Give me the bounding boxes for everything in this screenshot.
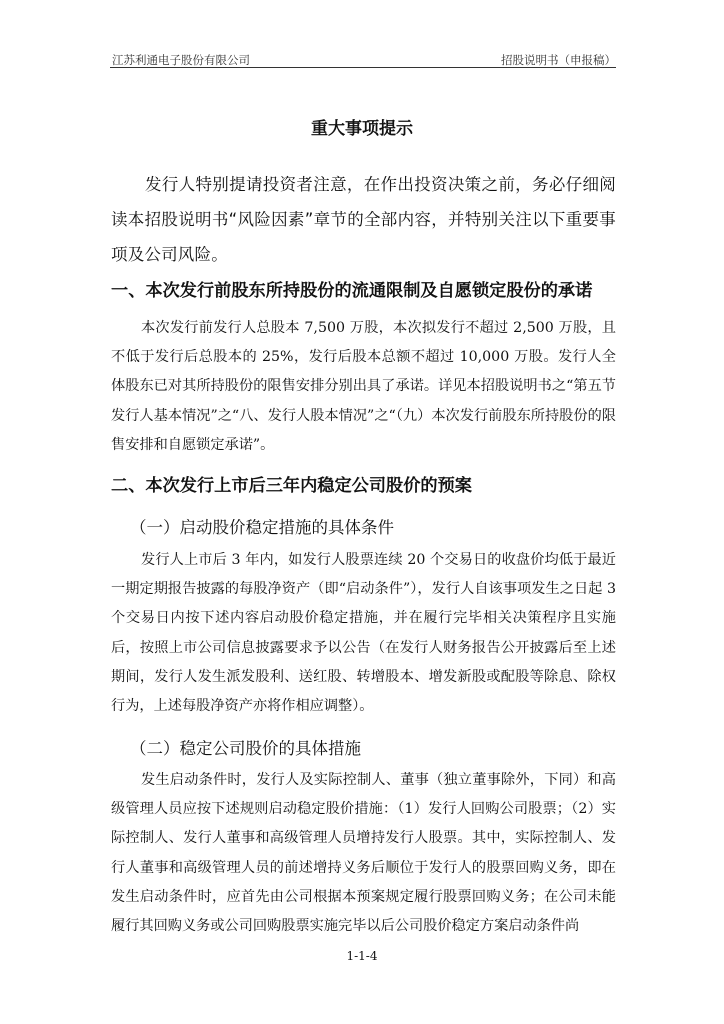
page-title: 重大事项提示 — [311, 119, 413, 139]
page-number: 1-1-4 — [346, 949, 378, 963]
page-header — [110, 50, 616, 68]
intro-paragraph: 发行人特别提请投资者注意，在作出投资决策之前，务必仔细阅读本招股说明书“风险因素”章节的全部内容，并特别关注以下重要事项及公司风险。 — [111, 175, 616, 264]
header-company: 江苏利通电子股份有限公司 — [112, 53, 250, 67]
subsection-1-heading: （一）启动股价稳定措施的具体条件 — [130, 518, 394, 537]
subsection-1-body: 发行人上市后 3 年内，如发行人股票连续 20 个交易日的收盘价均低于最近一期定期报告披露的每股净资产（即“启动条件”），发行人自该事项发生之日起 3 个交易日内按下述内容启动股价稳定措施，并在履行完毕相关决策程序且实施后，按照上市公司信息披露要求予以公告（在发行人财务报告公开披露后至上述期间，发行人发生派发股利、送红股、转增股本、增发新股或配股等除息、除权行为，上述每股净资产亦将作相应调整）。 — [111, 552, 616, 715]
header-document-name: 招股说明书（申报稿） — [501, 53, 616, 67]
section-2-heading: 二、本次发行上市后三年内稳定公司股价的预案 — [111, 476, 472, 496]
header-rule — [110, 67, 616, 68]
section-1-body: 本次发行前发行人总股本 7,500 万股，本次拟发行不超过 2,500 万股，且不低于发行后总股本的 25%，发行后股本总额不超过 10,000 万股。发行人全体股东已对其所持股份的限售安排分别出具了承诺。详见本招股说明书之“第五节发行人基本情况”之“八、发行人股本情况”之“（九）本次发行前股东所持股份的限售安排和自愿锁定承诺”。 — [111, 320, 616, 453]
subsection-2-body: 发生启动条件时，发行人及实际控制人、董事（独立董事除外，下同）和高级管理人员应按下述规则启动稳定股价措施：（1）发行人回购公司股票；（2）实际控制人、发行人董事和高级管理人员增持发行人股票。其中，实际控制人、发行人董事和高级管理人员的前述增持义务后顺位于发行人的股票回购义务，即在发生启动条件时，应首先由公司根据本预案规定履行股票回购义务；在公司未能履行其回购义务或公司回购股票实施完毕以后公司股价稳定方案启动条件尚 — [111, 772, 616, 935]
subsection-2-heading: （二）稳定公司股价的具体措施 — [130, 739, 361, 758]
section-1-heading: 一、本次发行前股东所持股份的流通限制及自愿锁定股份的承诺 — [111, 281, 593, 301]
